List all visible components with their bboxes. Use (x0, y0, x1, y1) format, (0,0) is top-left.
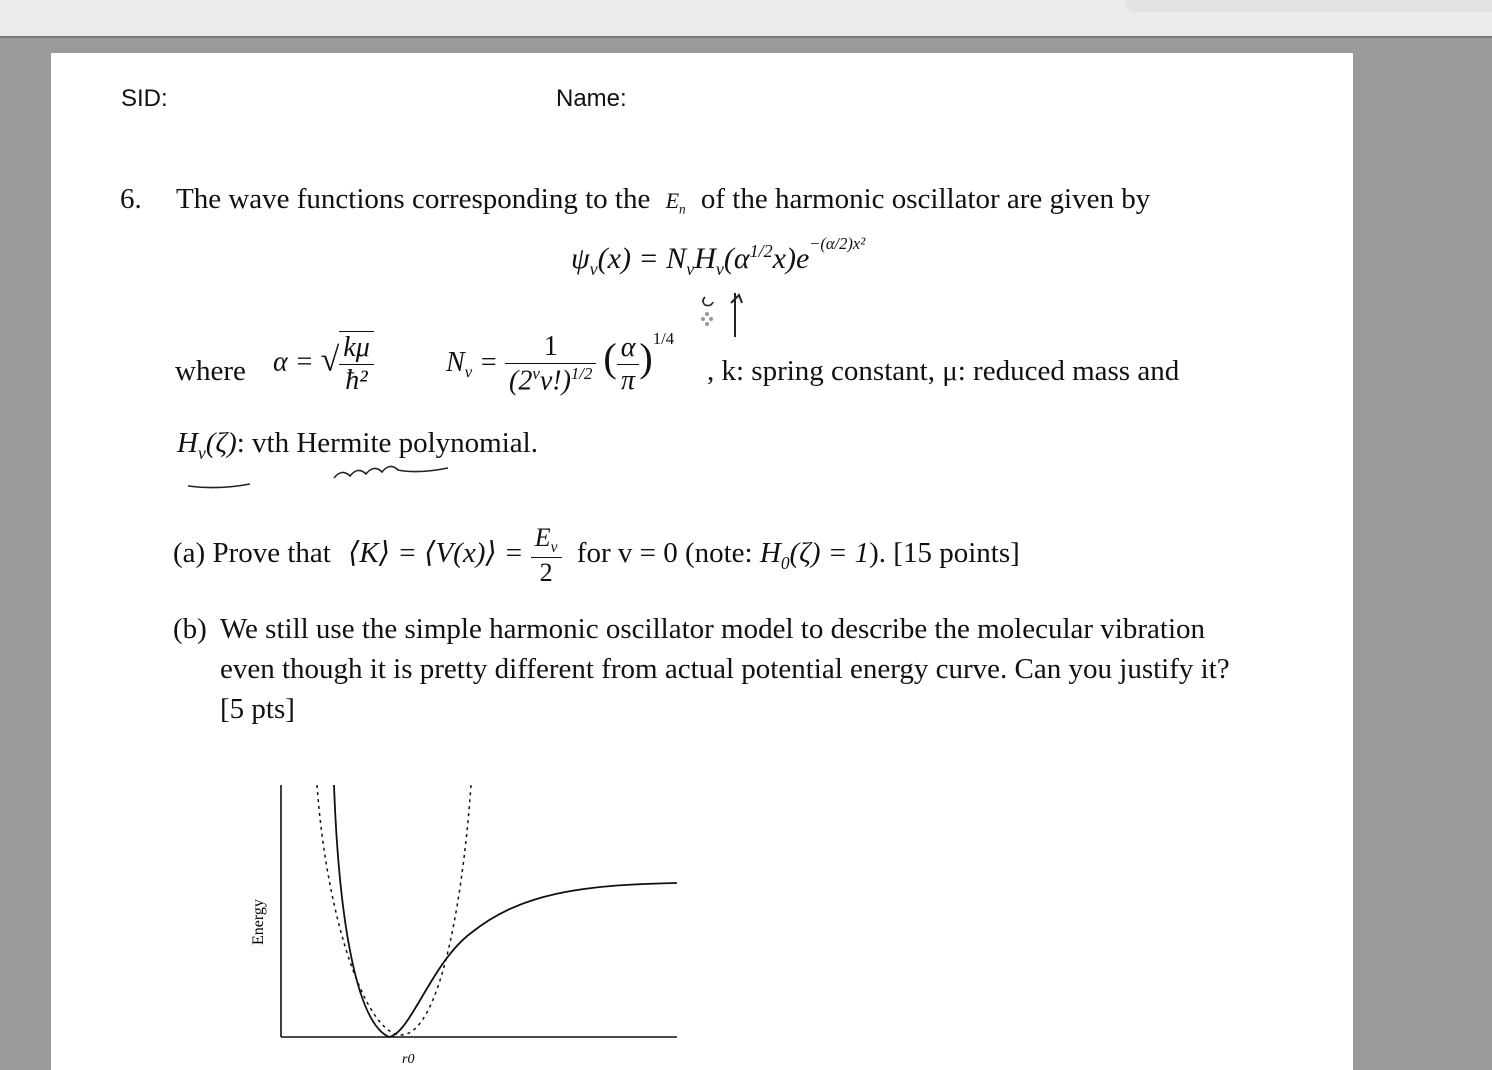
question-number: 6. (120, 183, 142, 215)
part-a (173, 523, 1020, 588)
normalization-definition: $N_v$ = $\frac{1}{(2^vv!)^{1/2}}$ ( $\frac{\alpha}{\pi}$ )$^{1/4}$ (446, 329, 675, 397)
hermite-zero: $H_0(\zeta) = 1$ (759, 537, 870, 573)
document-page (51, 53, 1353, 1070)
sid-label: SID: (121, 85, 168, 112)
part-b-label: (b) (173, 613, 207, 645)
handwritten-annotation (691, 289, 761, 341)
morse-curve (334, 785, 677, 1037)
energy-symbol: $E_n$ (665, 188, 686, 217)
x-axis-label: r0 (402, 1052, 415, 1067)
expectation-equation: ⟨K⟩ = ⟨V(x)⟩ = $\frac{E_v}{2}$ (348, 537, 561, 569)
viewer-toolbar (0, 0, 1492, 38)
toolbar-tab[interactable] (1126, 0, 1492, 12)
hermite-symbol: $H_v(\zeta)$ (177, 427, 237, 463)
potential-energy-figure (231, 773, 701, 1070)
name-label: Name: (556, 85, 627, 112)
question-intro (176, 183, 1150, 217)
hermite-text: : vth Hermite polynomial. (236, 427, 538, 459)
part-a-prove: Prove that (212, 537, 331, 570)
where-word: where (175, 355, 246, 387)
harmonic-curve (317, 785, 471, 1035)
part-b-line3: [5 pts] (220, 693, 295, 725)
part-a-for: for v = 0 (note: (576, 537, 753, 570)
alpha-definition: α = √ $\frac{k\mu}{\text{ħ²}}$ (273, 331, 374, 397)
part-b-line1: We still use the simple harmonic oscillator model to describe the molecular vibration (220, 613, 1206, 645)
part-a-label: (a) (173, 537, 206, 570)
constants-text: , k: spring constant, μ: reduced mass and (707, 355, 1180, 387)
intro-post: of the harmonic oscillator are given by (700, 183, 1151, 215)
wavefunction-equation: $\psi_v(x) = N_vH_v(\alpha^{1/2}x)e^{-(\alpha/2)x^2}$ (571, 234, 866, 279)
y-axis-label: Energy (250, 899, 267, 945)
part-b-line2: even though it is pretty different from actual potential energy curve. Can you justify it? (220, 653, 1230, 685)
part-a-tail: ). [15 points] (869, 537, 1020, 570)
handwritten-underline (186, 458, 516, 494)
intro-pre: The wave functions corresponding to the (176, 183, 651, 215)
